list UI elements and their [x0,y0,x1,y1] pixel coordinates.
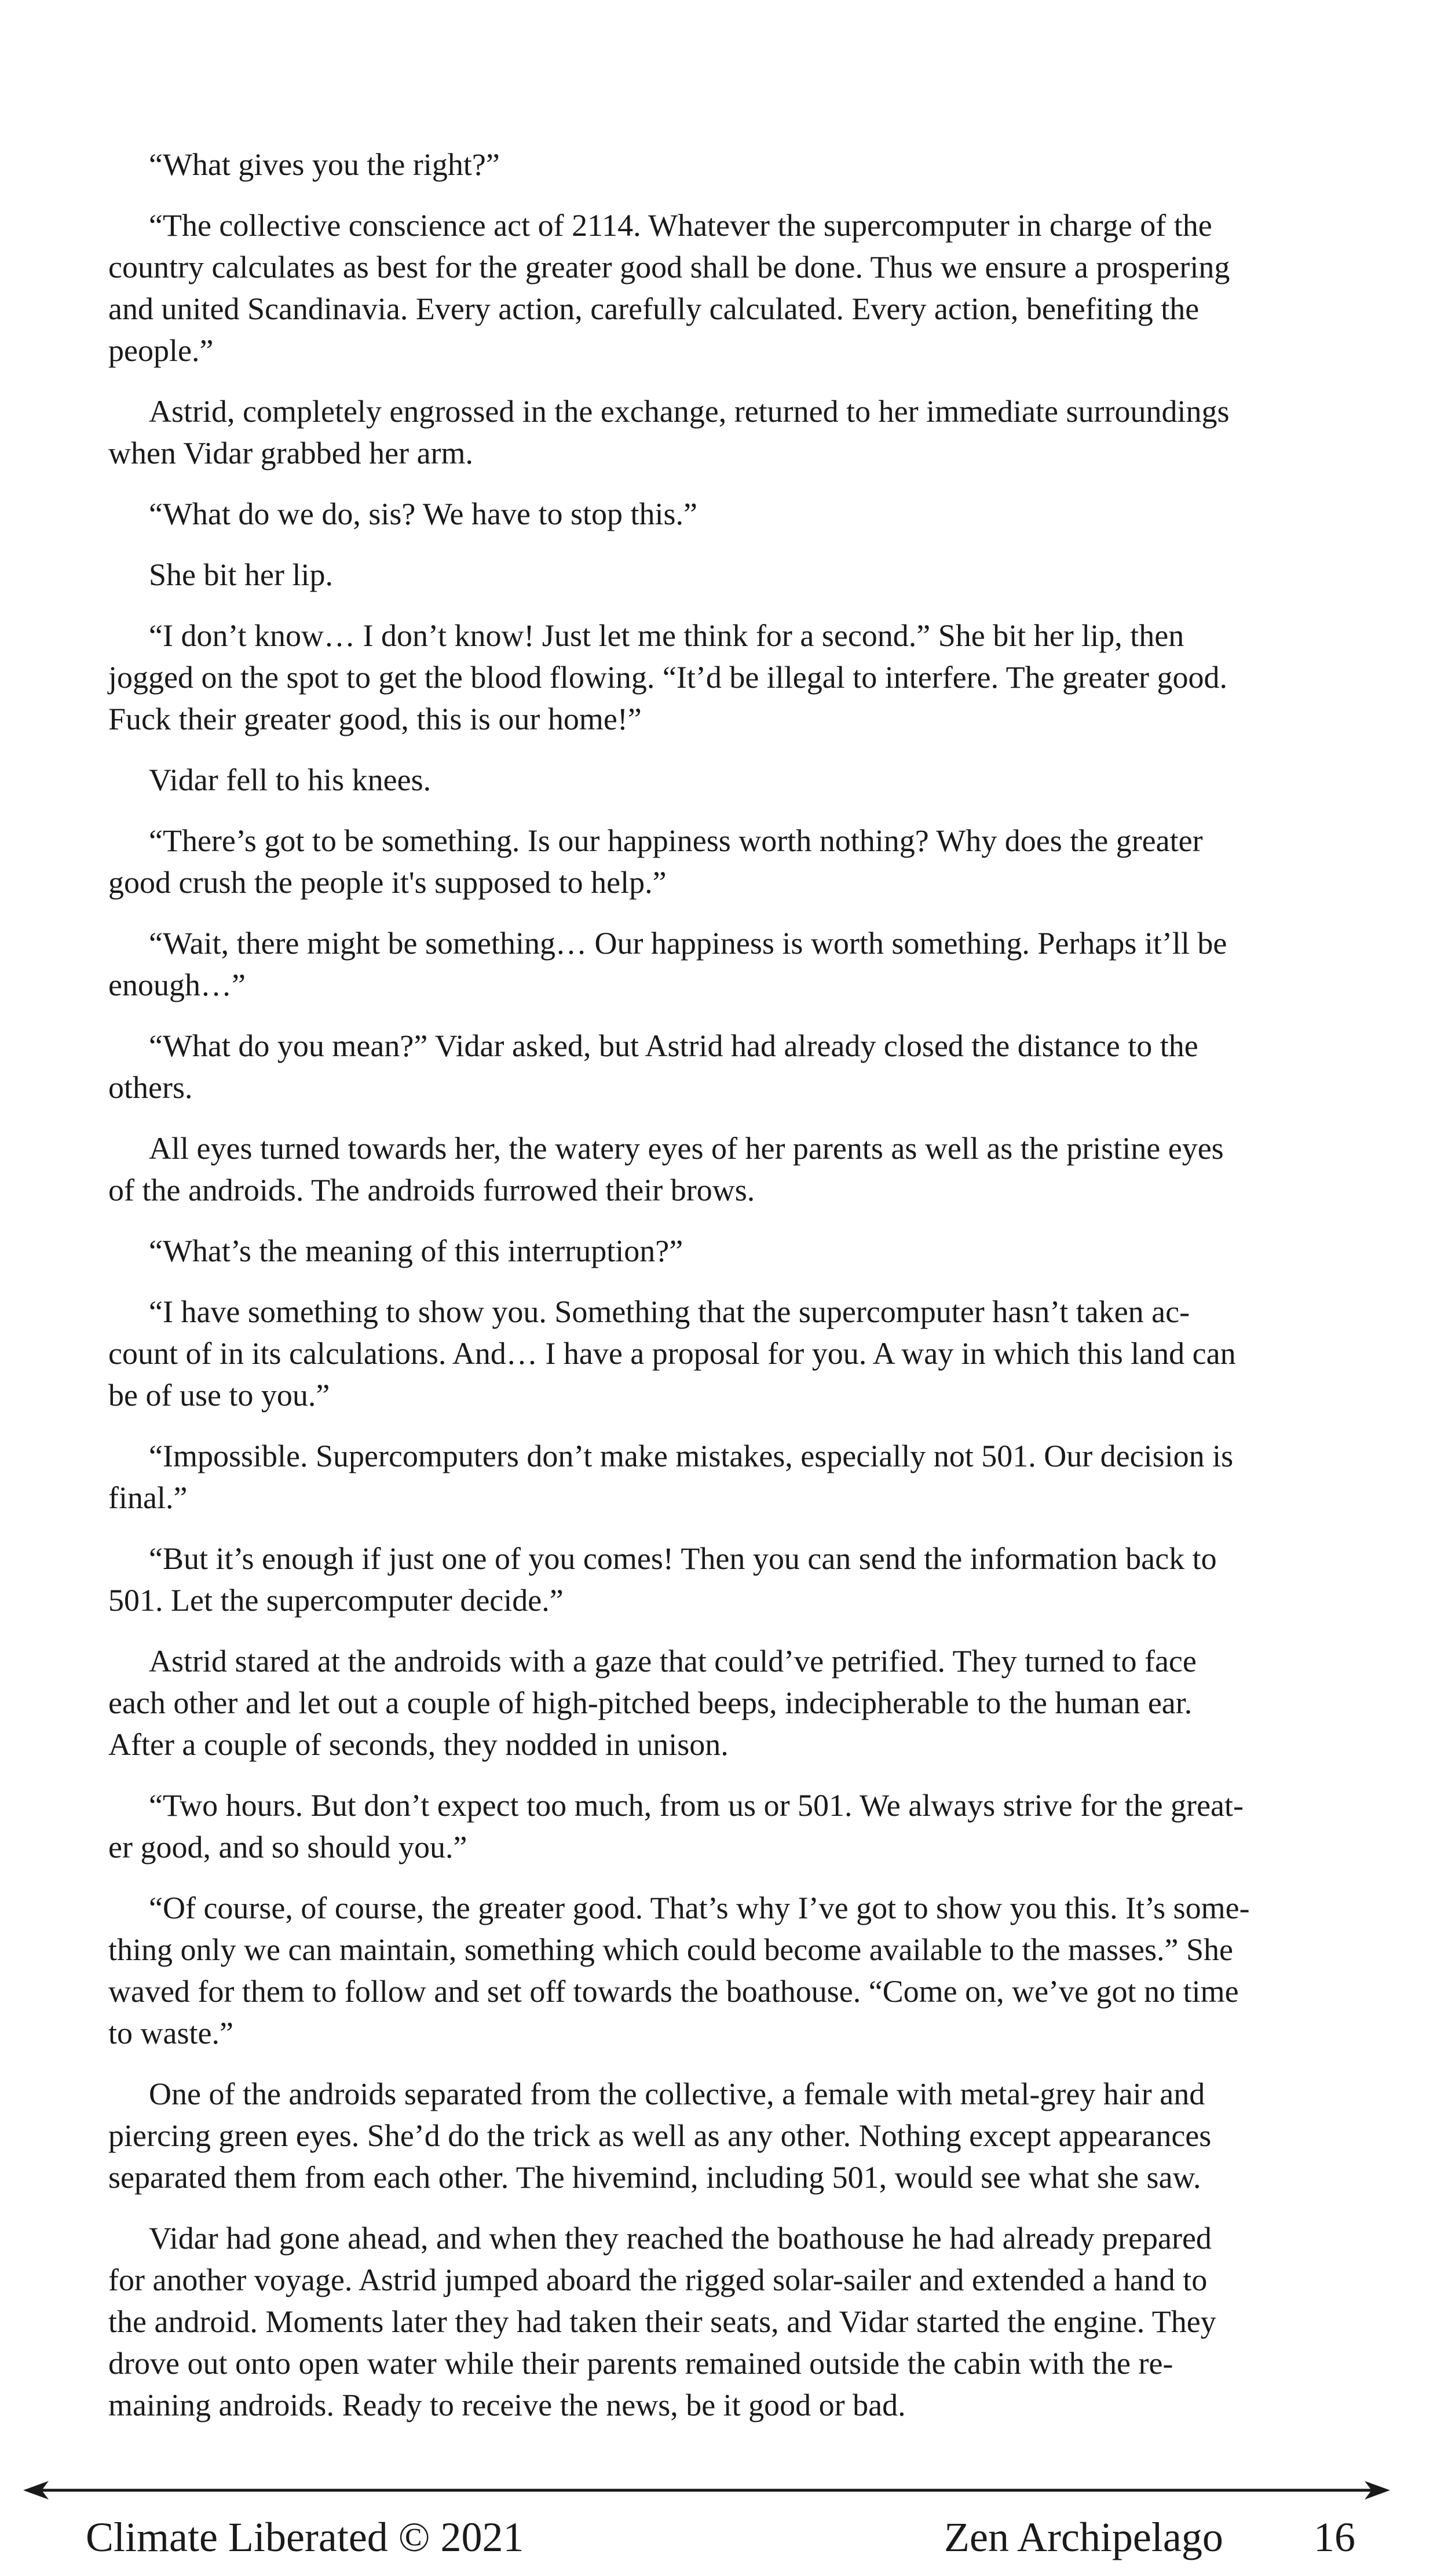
paragraph: “What’s the meaning of this interruption?” [149,1234,683,1268]
paragraph: She bit her lip. [149,557,333,592]
paragraph: Astrid, completely engrossed in the exchange, returned to her immediate surroundings when Vidar grabbed her arm. [108,394,1230,470]
page-footer [0,2479,1448,2576]
paragraph: “There’s got to be something. Is our happiness worth nothing? Why does the greater good crush the people it's supposed to help.” [108,823,1203,900]
copyright-notice: Climate Liberated © 2021 [86,2514,524,2560]
paragraph: Vidar had gone ahead, and when they reached the boathouse he had already prepared for another voyage. Astrid jumped aboard the rigged solar-sailer and extended a hand to the android. Moments later they had taken their seats, and Vidar started the engine. They drove out onto open water while their parents remained outside the cabin with the re- maining androids. Ready to receive the news, be it good or bad. [108,2221,1216,2422]
paragraph: “I have something to show you. Something that the supercomputer hasn’t taken ac- count of in its calculations. And… I have a proposal for you. A way in which this land can be of use to you.” [108,1294,1236,1413]
page-number: 16 [1314,2514,1355,2560]
paragraph: “But it’s enough if just one of you comes! Then you can send the information back to 501. Let the supercomputer decide.” [108,1541,1217,1618]
paragraph: “Impossible. Supercomputers don’t make mistakes, especially not 501. Our decision is final.” [108,1439,1234,1515]
paragraph: All eyes turned towards her, the watery eyes of her parents as well as the pristine eyes of the androids. The androids furrowed their brows. [108,1131,1224,1207]
paragraph: “The collective conscience act of 2114. Whatever the supercomputer in charge of the country calculates as best for the greater good shall be done. Thus we ensure a prospering and united Scandinavia. Every action, carefully calculated. Every action, benefiting the people.” [108,208,1230,368]
paragraph: “What do you mean?” Vidar asked, but Astrid had already closed the distance to the others. [108,1028,1198,1105]
paragraph: “What do we do, sis? We have to stop this.” [149,497,697,531]
paragraph: Astrid stared at the androids with a gaze that could’ve petrified. They turned to face each other and let out a couple of high-pitched beeps, indecipherable to the human ear. After a couple of seconds, they nodded in unison. [108,1644,1197,1762]
paragraph: “Two hours. But don’t expect too much, from us or 501. We always strive for the great- er good, and so should you.” [108,1788,1244,1865]
footer-arrow-rule [0,2479,1448,2502]
paragraph: “Wait, there might be something… Our happiness is worth something. Perhaps it’ll be enough…” [108,926,1227,1002]
body-text [108,144,1340,2445]
paragraph: “I don’t know… I don’t know! Just let me think for a second.” She bit her lip, then jogged on the spot to get the blood flowing. “It’d be illegal to interfere. The greater good. Fuck their greater good, this is our home!” [108,618,1227,736]
paragraph: Vidar fell to his knees. [149,762,432,797]
paragraph: “What gives you the right?” [149,147,500,182]
paragraph: One of the androids separated from the collective, a female with metal-grey hair and piercing green eyes. She’d do the trick as well as any other. Nothing except appearances separated them from each other. The hivemind, including 501, would see what she saw. [108,2077,1212,2195]
book-title: Zen Archipelago [944,2514,1223,2560]
paragraph: “Of course, of course, the greater good. That’s why I’ve got to show you this. It’s some- thing only we can maintain, something which could become available to the masses.” She waved for them to follow and set off towards the boathouse. “Come on, we’ve got no time to waste.” [108,1891,1250,2050]
